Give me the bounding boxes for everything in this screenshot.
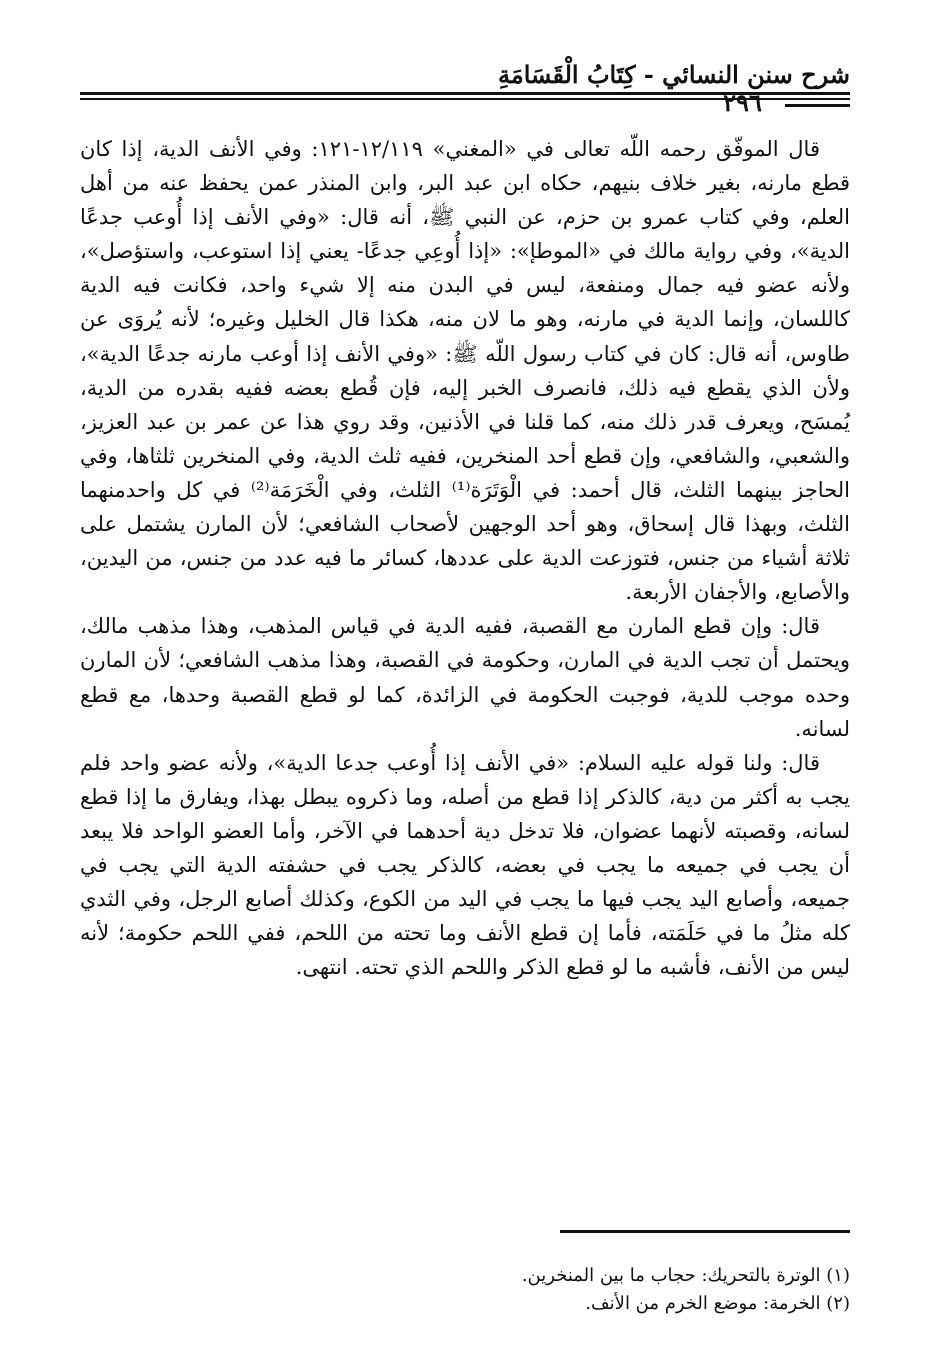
header-rule-bottom xyxy=(785,104,850,107)
page-number: ٢٩٦ xyxy=(723,88,762,117)
running-title: شرح سنن النسائي - كِتَابُ الْقَسَامَةِ xyxy=(498,60,850,89)
body-text xyxy=(80,132,850,984)
paragraph: قال الموفّق رحمه اللّه تعالى في «المغني» ١٢/١١٩-١٢١: وفي الأنف الدية، إذا كان قطع مارنه، بغير خلاف بنيهم، حكاه ابن عبد البر، وابن المنذر عمن يحفظ عنه من أهل العلم، وفي كتاب عمرو بن حزم، عن النبي ﷺ، أنه قال: «وفي الأنف إذا أُوعب جدعًا الدية»، وفي رواية مالك في «الموطإ»: «إذا أُوعِي جدعًا- يعني إذا استوعب، واستؤصل»، ولأنه عضو فيه جمال ومنفعة، ليس في البدن منه إلا شيء واحد، فكانت فيه الدية كاللسان، وإنما الدية في مارنه، وهو ما لان منه، هكذا قال الخليل وغيره؛ لأنه يُروَى عن طاوس، أنه قال: كان في كتاب رسول اللّه ﷺ: «وفي الأنف إذا أوعب مارنه جدعًا الدية»، ولأن الذي يقطع فيه ذلك، فانصرف الخبر إليه، فإن قُطع بعضه ففيه بقدره من الدية، يُمسَح، ويعرف قدر ذلك منه، كما قلنا في الأذنين، وقد روي هذا عن عمر بن عبد العزيز، والشعبي، والشافعي، وإن قطع أحد المنخرين، ففيه ثلث الدية، وفي المنخرين ثلثاها، وفي الحاجز بينهما الثلث، قال أحمد: في الْوَتَرَة⁽¹⁾ الثلث، وفي الْخَرَمَة⁽²⁾ في كل واحدمنهما الثلث، وبهذا قال إسحاق، وهو أحد الوجهين لأصحاب الشافعي؛ لأن المارن يشتمل على ثلاثة أشياء من جنس، فتوزعت الدية على عددها، كسائر ما فيه عدد من جنس، من اليدين، والأصابع، والأجفان الأربعة. xyxy=(80,137,850,605)
footnote-divider xyxy=(560,1230,850,1233)
footnotes xyxy=(80,1262,850,1318)
footnote: (٢) الخرمة: موضع الخرم من الأنف. xyxy=(585,1293,850,1314)
paragraph: قال: ولنا قوله عليه السلام: «في الأنف إذا أُوعب جدعا الدية»، ولأنه عضو واحد فلم يجب به أكثر من دية، كالذكر إذا قطع من أصله، وما ذكروه يبطل بهذا، ويفارق ما إذا قطع لسانه، وقصبته لأنهما عضوان، فلا تدخل دية أحدهما في الآخر، وأما العضو الواحد فلا يبعد أن يجب في جميعه ما يجب في بعضه، كالذكر يجب في حشفته الدية التي يجب في جميعه، وأصابع اليد يجب فيها ما يجب في اليد من الكوع، وكذلك أصابع الرجل، وفي الثدي كله مثلُ ما في حَلَمَته، فأما إن قطع الأنف وما تحته من اللحم، ففي اللحم حكومة؛ لأنه ليس من الأنف، فأشبه ما لو قطع الذكر واللحم الذي تحته. انتهى. xyxy=(80,750,850,980)
paragraph: قال: وإن قطع المارن مع القصبة، ففيه الدية في قياس المذهب، وهذا مذهب مالك، ويحتمل أن تجب الدية في المارن، وحكومة في القصبة، وهذا مذهب الشافعي؛ لأن المارن وحده موجب للدية، فوجبت الحكومة في الزائدة، كما لو قطع القصبة وحدها، مع قطع لسانه. xyxy=(80,614,850,741)
footnote: (١) الوترة بالتحريك: حجاب ما بين المنخرين. xyxy=(521,1265,850,1286)
